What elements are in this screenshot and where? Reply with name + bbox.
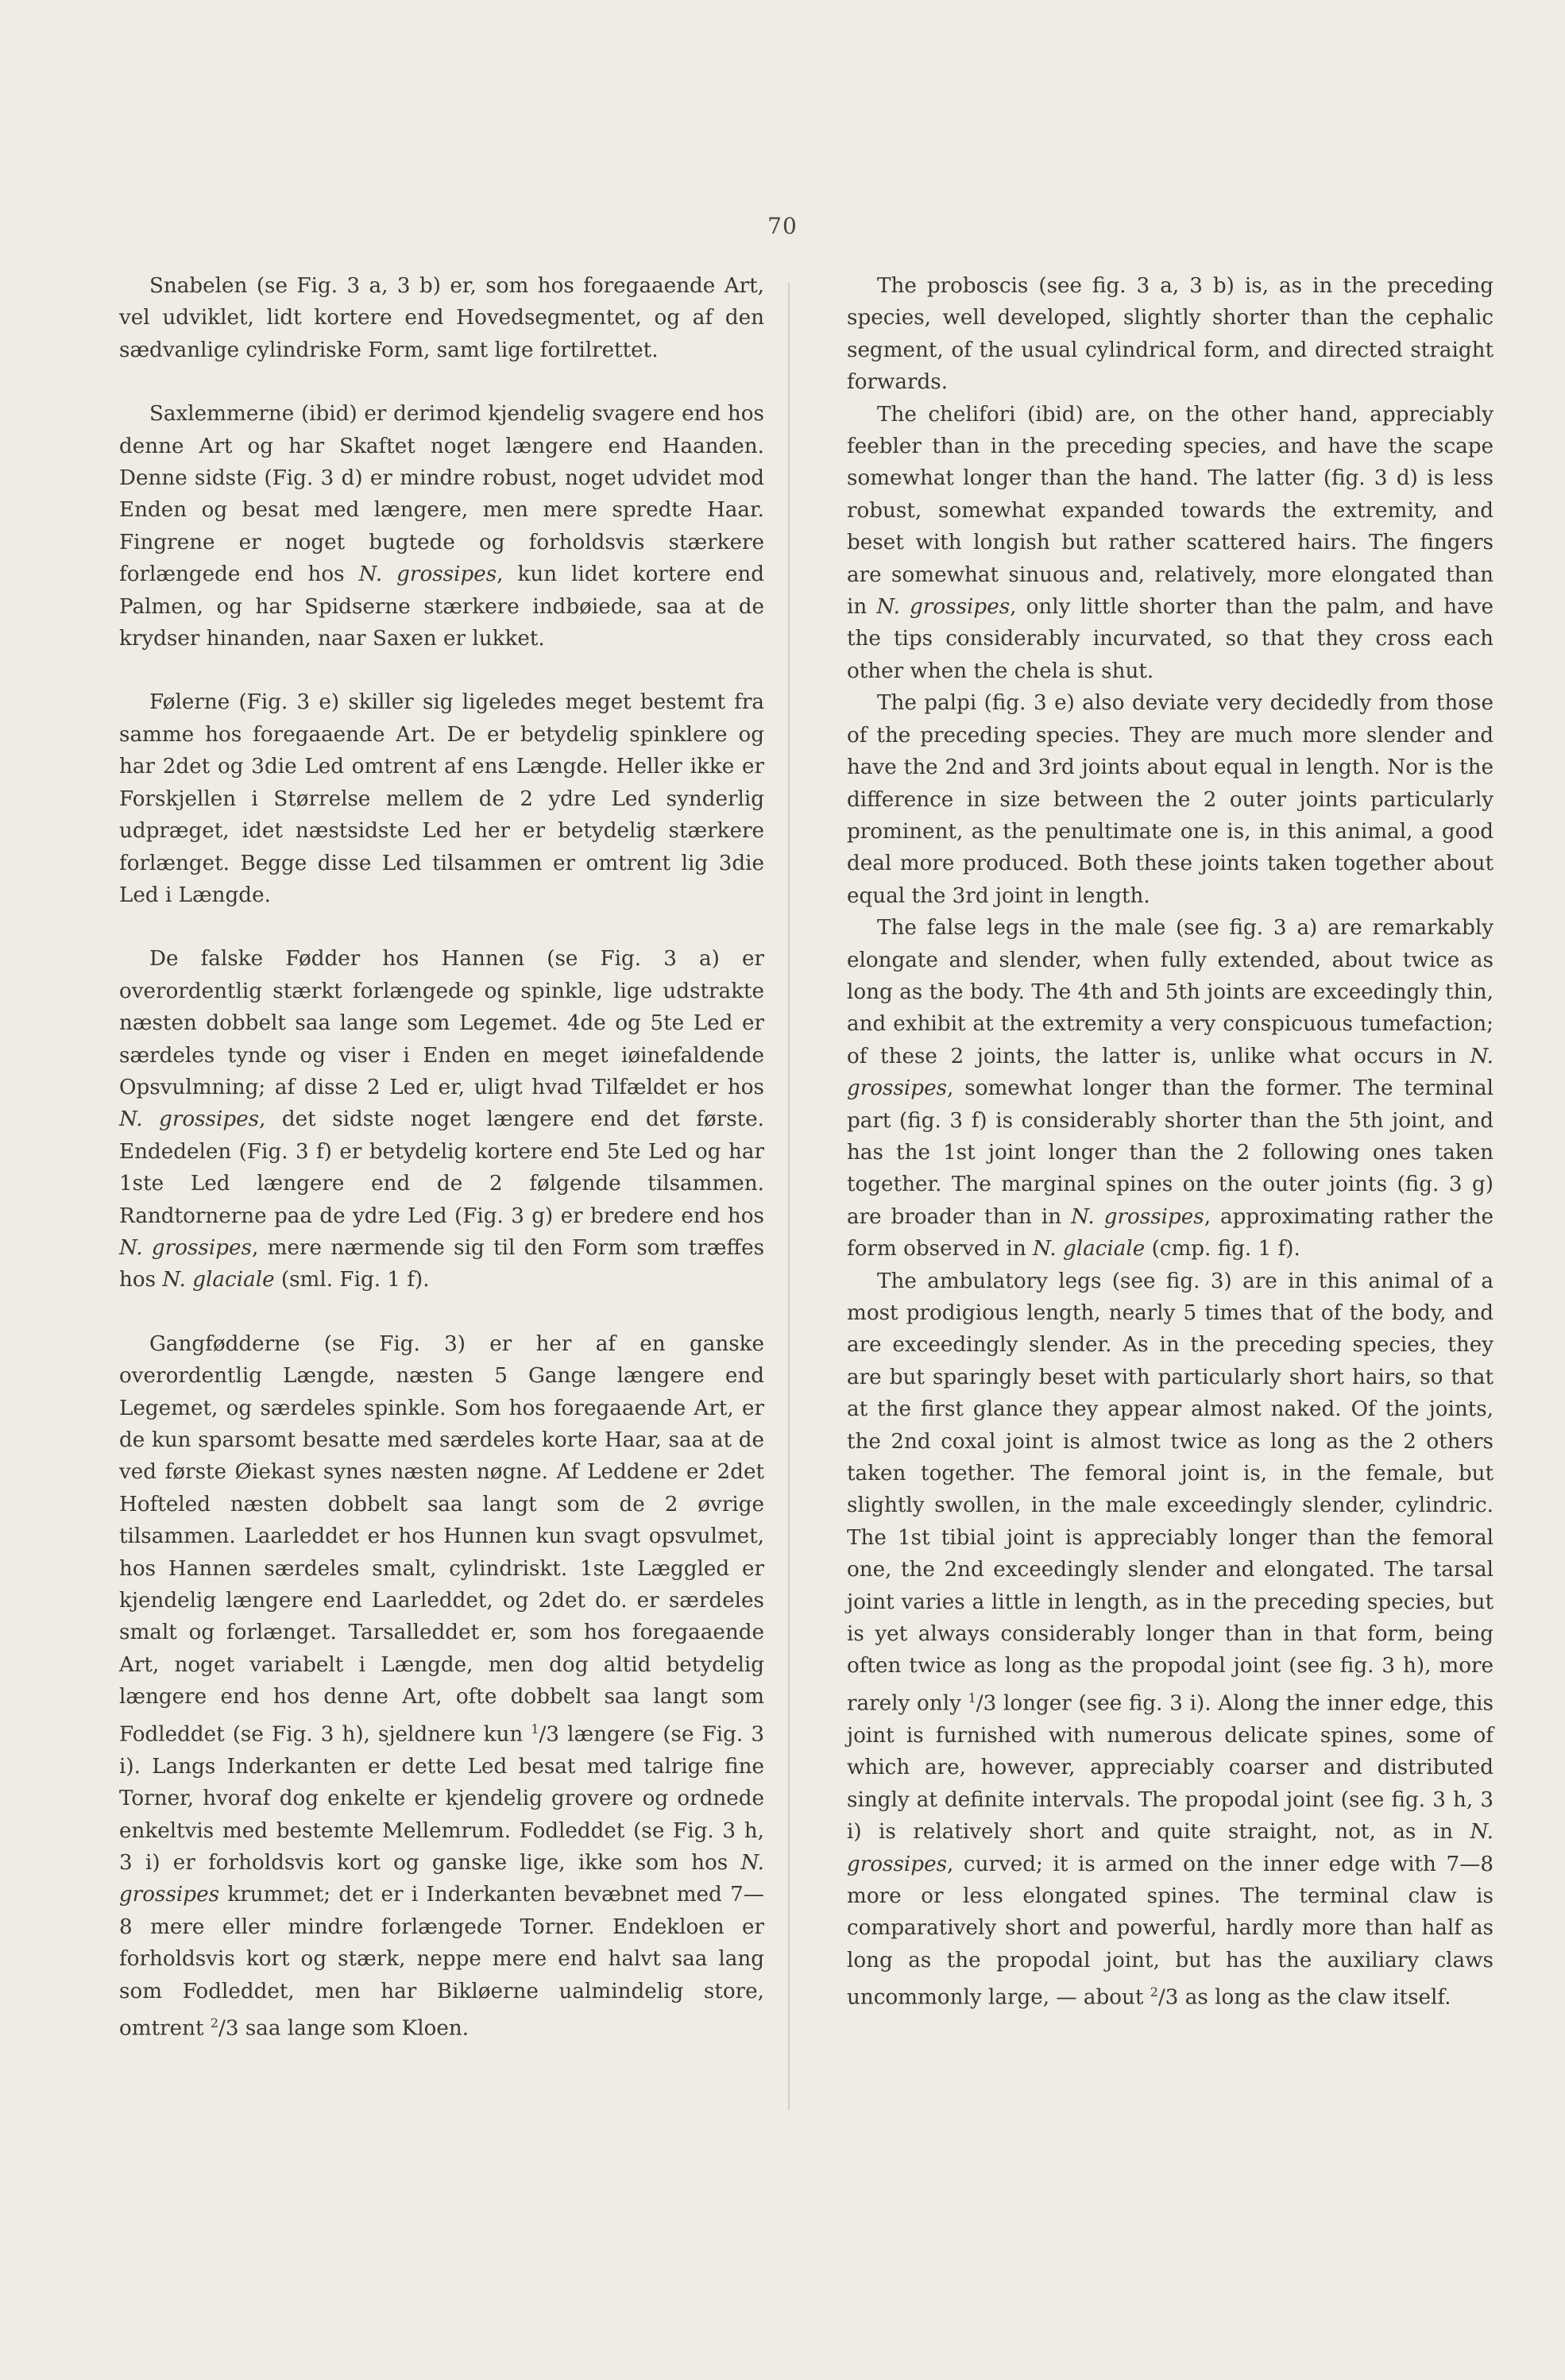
text-run: The proboscis (see fig. 3 a, 3 b) is, as in the preceding species, well developed, slightly shorter than the cephalic segment, of the usual cylindrical form, and directed straight forwards. [847,274,1494,395]
paragraph [119,270,764,366]
species-name: N. grossipes [1071,1204,1204,1229]
fraction-numerator: 2 [1150,1984,1158,2000]
species-name: N. glaciale [162,1268,275,1292]
species-name: N. glaciale [1033,1237,1146,1261]
text-run: De falske Fødder hos Hannen (se Fig. 3 a) er overordentlig stærkt forlængede og spinkle, lige udstrakte næsten dobbelt saa lange som Legemet. 4de og 5te Led er særdeles tynde og viser i Enden en meget iøinefaldende Opsvulmning; af disse 2 Led er, uligt hvad Tilfældet er hos [119,947,764,1099]
text-run: krummet; det er i Inderkanten bevæbnet med 7—8 mere eller mindre forlængede Torner. Endekloen er forholdsvis kort og stærk, neppe mere end halvt saa lang som Fodleddet, men har Bikløerne ualmindelig store, omtrent [119,1883,764,2041]
page-number: 70 [767,213,798,239]
paragraph [119,398,764,655]
text-run: The false legs in the male (see fig. 3 a) are remarkably elongate and slender, when fully extended, about twice as long as the body. The 4th and 5th joints are exceedingly thin, and exhibit at the extremity a very conspicuous tumefaction; of these 2 joints, the latter is, unlike what occurs in [847,916,1494,1068]
text-run: , somewhat longer than the former. The terminal part (fig. 3 f) is considerably shorter than the 5th joint, and has the 1st joint longer than the 2 following ones taken together. The marginal spines on the outer joints (fig. 3 g) are broader than in [847,1076,1494,1229]
text-run: /3 longer (see fig. 3 i). Along the inner edge, this joint is furnished with numerous delicate spines, some of which are, however, appreciably coarser and distributed singly at definite intervals. The propodal joint (see fig. 3 h, 3 i) is relatively short and quite straight, not, as in [847,1691,1494,1845]
paragraph [847,912,1494,1265]
species-name: N. grossipes [847,1044,1494,1101]
text-run: (sml. Fig. 1 f). [274,1268,430,1292]
text-run: /3 længere (se Fig. 3 i). Langs Inderkanten er dette Led besat med talrige fine Torner, hvoraf dog enkelte er kjendelig grovere og ordnede enkeltvis med bestemte Mellemrum. Fodleddet (se Fig. 3 h, 3 i) er forholdsvis kort og ganske lige, ikke som hos [119,1722,764,1876]
fraction-numerator: 1 [968,1690,976,1706]
english-text-column [847,270,1494,2014]
paragraph [119,686,764,911]
text-run: /3 saa lange som Kloen. [218,2016,470,2041]
paragraph [847,399,1494,688]
text-run: /3 as long as the claw itself. [1157,1986,1451,2010]
species-name: N. grossipes [119,1851,764,1907]
species-name: N. grossipes [119,1235,252,1260]
text-run: The chelifori (ibid) are, on the other hand, appreciably feebler than in the preceding species, and have the scape somewhat longer than the hand. The latter (fig. 3 d) is less robust, somewhat expanded towards the extremity, and beset with longish but rather scattered hairs. The fingers are somewhat sinuous and, relatively, more elongated than in [847,402,1494,620]
text-run: Følerne (Fig. 3 e) skiller sig ligeledes meget bestemt fra samme hos foregaaende Art. De er betydelig spinklere og har 2det og 3die Led omtrent af ens Længde. Heller ikke er Forskjellen i Størrelse mellem de 2 ydre Led synderlig udpræget, idet næstsidste Led her er betydelig stærkere forlænget. Begge disse Led tilsammen er omtrent lig 3die Led i Længde. [119,690,764,907]
fraction-numerator: 1 [531,1721,539,1737]
text-run: Gangfødderne (se Fig. 3) er her af en ganske overordentlig Længde, næsten 5 Gange længere end Legemet, og særdeles spinkle. Som hos foregaaende Art, er de kun sparsomt besatte med særdeles korte Haar, saa at de ved første Øiekast synes næsten nøgne. Af Leddene er 2det Hofteled næsten dobbelt saa langt som de 2 øvrige tilsammen. Laarleddet er hos Hunnen kun svagt opsvulmet, hos Hannen særdeles smalt, cylindriskt. 1ste Læggled er kjendelig længere end Laarleddet, og 2det do. er særdeles smalt og forlænget. Tarsalleddet er, som hos foregaaende Art, noget variabelt i Længde, men dog altid betydelig længere end hos denne Art, ofte dobbelt saa langt som Fodleddet (se Fig. 3 h), sjeldnere kun [119,1331,764,1747]
text-run: , approximating rather the form observed in [847,1204,1494,1261]
column-divider [788,283,790,2110]
paragraph [119,943,764,1296]
species-name: N. grossipes [358,562,497,587]
text-run: The palpi (fig. 3 e) also deviate very decidedly from those of the preceding species. They are much more slender and have the 2nd and 3rd joints about equal in length. Nor is the difference in size between the 2 outer joints particularly prominent, as the penultimate one is, in this animal, a good deal more produced. Both these joints taken together about equal the 3rd joint in length. [847,691,1494,908]
species-name: N. grossipes [847,1820,1494,1876]
text-run: (cmp. fig. 1 f). [1145,1237,1300,1261]
species-name: N. grossipes [119,1107,260,1132]
species-name: N. grossipes [876,595,1010,620]
text-run: , det sidste noget længere end det første. Endedelen (Fig. 3 f) er betydelig kortere end 5te Led og har 1ste Led længere end de 2 følgende tilsammen. Randtornerne paa de ydre Led (Fig. 3 g) er bredere end hos [119,1107,764,1228]
text-run: , only little shorter than the palm, and have the tips considerably incurvated, so that they cross each other when the chela is shut. [847,595,1494,683]
text-run: , kun lidet kortere end Palmen, og har Spidserne stærkere indbøiede, saa at de krydser hinanden, naar Saxen er lukket. [119,562,764,651]
paragraph [847,1265,1494,2015]
text-run: , mere nærmende sig til den Form som træffes hos [119,1235,765,1292]
fraction-numerator: 2 [210,2015,219,2031]
norwegian-text-column [119,270,764,2045]
paragraph [847,270,1494,399]
text-run: , curved; it is armed on the inner edge with 7—8 more or less elongated spines. The terminal claw is comparatively short and powerful, hardly more than half as long as the propodal joint, but has the auxiliary claws uncommonly large, — about [847,1852,1494,2010]
paragraph [119,1328,764,2045]
paragraph [847,687,1494,912]
text-run: Saxlemmerne (ibid) er derimod kjendelig svagere end hos denne Art og har Skaftet noget længere end Haanden. Denne sidste (Fig. 3 d) er mindre robust, noget udvidet mod Enden og besat med længere, men mere spredte Haar. Fingrene er noget bugtede og forholdsvis stærkere forlængede end hos [119,402,764,587]
text-run: The ambulatory legs (see fig. 3) are in this animal of a most prodigious length, nearly 5 times that of the body, and are exceedingly slender. As in the preceding species, they are but sparingly beset with particularly short hairs, so that at the first glance they appear almost naked. Of the joints, the 2nd coxal joint is almost twice as long as the 2 others taken together. The femoral joint is, in the female, but slightly swollen, in the male exceedingly slender, cylindric. The 1st tibial joint is appreciably longer than the femoral one, the 2nd exceedingly slender and elongated. The tarsal joint varies a little in length, as in the preceding species, but is yet always considerably longer than in that form, being often twice as long as the propodal joint (see fig. 3 h), more rarely only [847,1269,1494,1716]
text-run: Snabelen (se Fig. 3 a, 3 b) er, som hos foregaaende Art, vel udviklet, lidt kortere end Hovedsegmentet, og af den sædvanlige cylindriske Form, samt lige fortilrettet. [119,274,764,362]
